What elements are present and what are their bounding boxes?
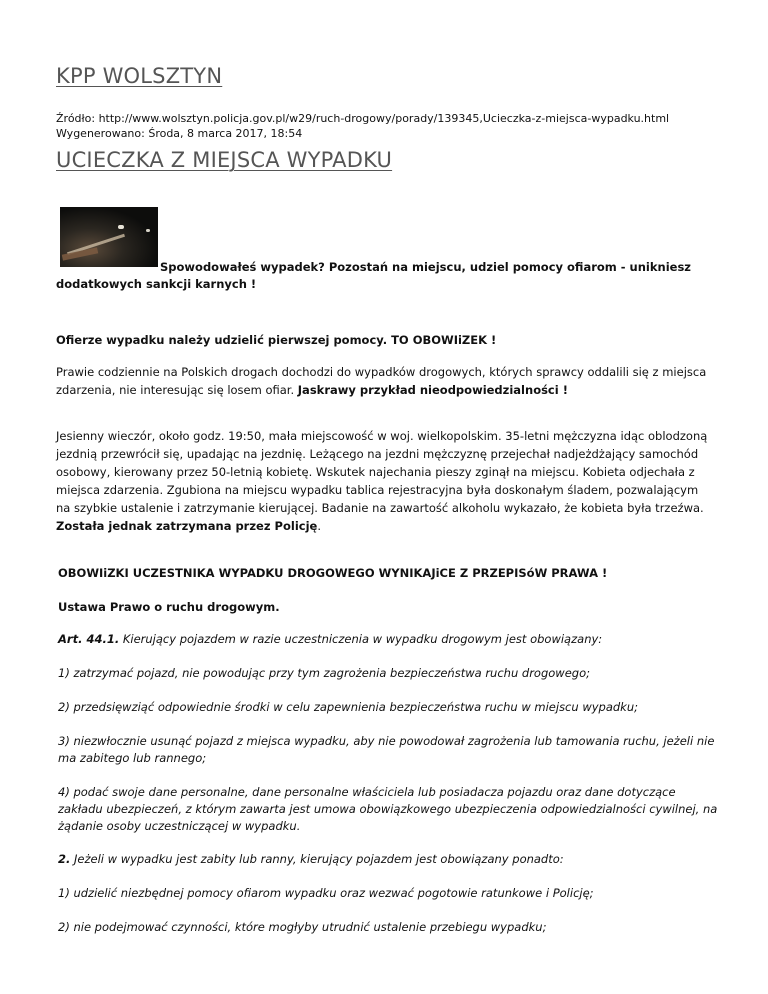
article-label: Art. 44.1. xyxy=(58,632,120,646)
source-meta xyxy=(56,111,669,141)
story-end: . xyxy=(317,519,321,533)
intro-text: Prawie codziennie na Polskich drogach dochodzi do wypadków drogowych, których sprawcy oddalili się z miejsca zdarzenia, nie interesując się losem ofiar. xyxy=(56,365,707,397)
section-label: 2. xyxy=(58,852,71,866)
site-title: KPP WOLSZTYN xyxy=(56,64,223,88)
lead-text: Spowodowałeś wypadek? Pozostań na miejscu, udziel pomocy ofiarom - unikniesz dodatkowych sankcji karnych ! xyxy=(56,260,691,291)
law-item: 2) przedsięwziąć odpowiednie środki w celu zapewnienia bezpieczeństwa ruchu w miejscu wypadku; xyxy=(58,700,639,714)
law-item: 1) udzielić niezbędnej pomocy ofiarom wypadku oraz wezwać pogotowie ratunkowe i Policję; xyxy=(58,886,594,900)
article-44-2 xyxy=(58,851,718,868)
law-item: 3) niezwłocznie usunąć pojazd z miejsca wypadku, aby nie powodował zagrożenia lub tamowania ruchu, jeżeli nie ma zabitego lub rannego; xyxy=(58,734,715,765)
section-text: Jeżeli w wypadku jest zabity lub ranny, kierujący pojazdem jest obowiązany ponadto: xyxy=(70,852,564,866)
intro-bold: Jaskrawy przykład nieodpowiedzialności ! xyxy=(297,383,568,397)
article-lead xyxy=(56,259,716,293)
law-item: 1) zatrzymać pojazd, nie powodując przy tym zagrożenia bezpieczeństwa ruchu drogowego; xyxy=(58,666,590,680)
story-text: Jesienny wieczór, około godz. 19:50, mała miejscowość w woj. wielkopolskim. 35-letni mężczyzna idąc oblodzoną jezdnią przewrócił się, upadając na jezdnię. Leżącego na jezdni mężczyznę przejechał nadjeżdżający samochód osobowy, kierowany przez 50-letnią kobietę. Wskutek najechania pieszy zginął na miejscu. Kobieta odjechała z miejsca zdarzenia. Zgubiona na miejscu wypadku tablica rejestracyjna była doskonałym śladem, pozwalającym na szybkie ustalenie i zatrzymanie kierującej. Badanie na zawartość alkoholu wykazało, że kobieta była trzeźwa. xyxy=(56,429,708,515)
first-aid-paragraph: Ofierze wypadku należy udzielić pierwszej pomocy. TO OBOWIiZEK ! xyxy=(56,333,497,347)
law-item: 2) nie podejmować czynności, które mogłyby utrudnić ustalenie przebiegu wypadku; xyxy=(58,920,547,934)
story-bold: Została jednak zatrzymana przez Policję xyxy=(56,519,318,533)
article-44-1 xyxy=(58,631,718,648)
act-name: Ustawa Prawo o ruchu drogowym. xyxy=(58,600,280,614)
law-item: 4) podać swoje dane personalne, dane personalne właściciela lub posiadacza pojazdu oraz dane dotyczące zakładu ubezpieczeń, z którym zawarta jest umowa obowiązkowego ubezpieczenia odpowiedzialności cywilnej, na żądanie osoby uczestniczącej w wypadku. xyxy=(58,785,718,833)
article-photo xyxy=(60,207,158,267)
section-heading: OBOWIiZKI UCZESTNIKA WYPADKU DROGOWEGO WYNIKAJiCE Z PRZEPISóW PRAWA ! xyxy=(58,566,608,580)
story-paragraph xyxy=(56,427,716,535)
article-text: Kierujący pojazdem w razie uczestniczenia w wypadku drogowym jest obowiązany: xyxy=(119,632,603,646)
intro-paragraph xyxy=(56,363,716,399)
article-title: UCIECZKA Z MIEJSCA WYPADKU xyxy=(56,148,393,172)
generated-date: Wygenerowano: Środa, 8 marca 2017, 18:54 xyxy=(56,127,303,140)
source-url: Źródło: http://www.wolsztyn.policja.gov.pl/w29/ruch-drogowy/porady/139345,Ucieczka-z-miejsca-wypadku.html xyxy=(56,112,670,125)
